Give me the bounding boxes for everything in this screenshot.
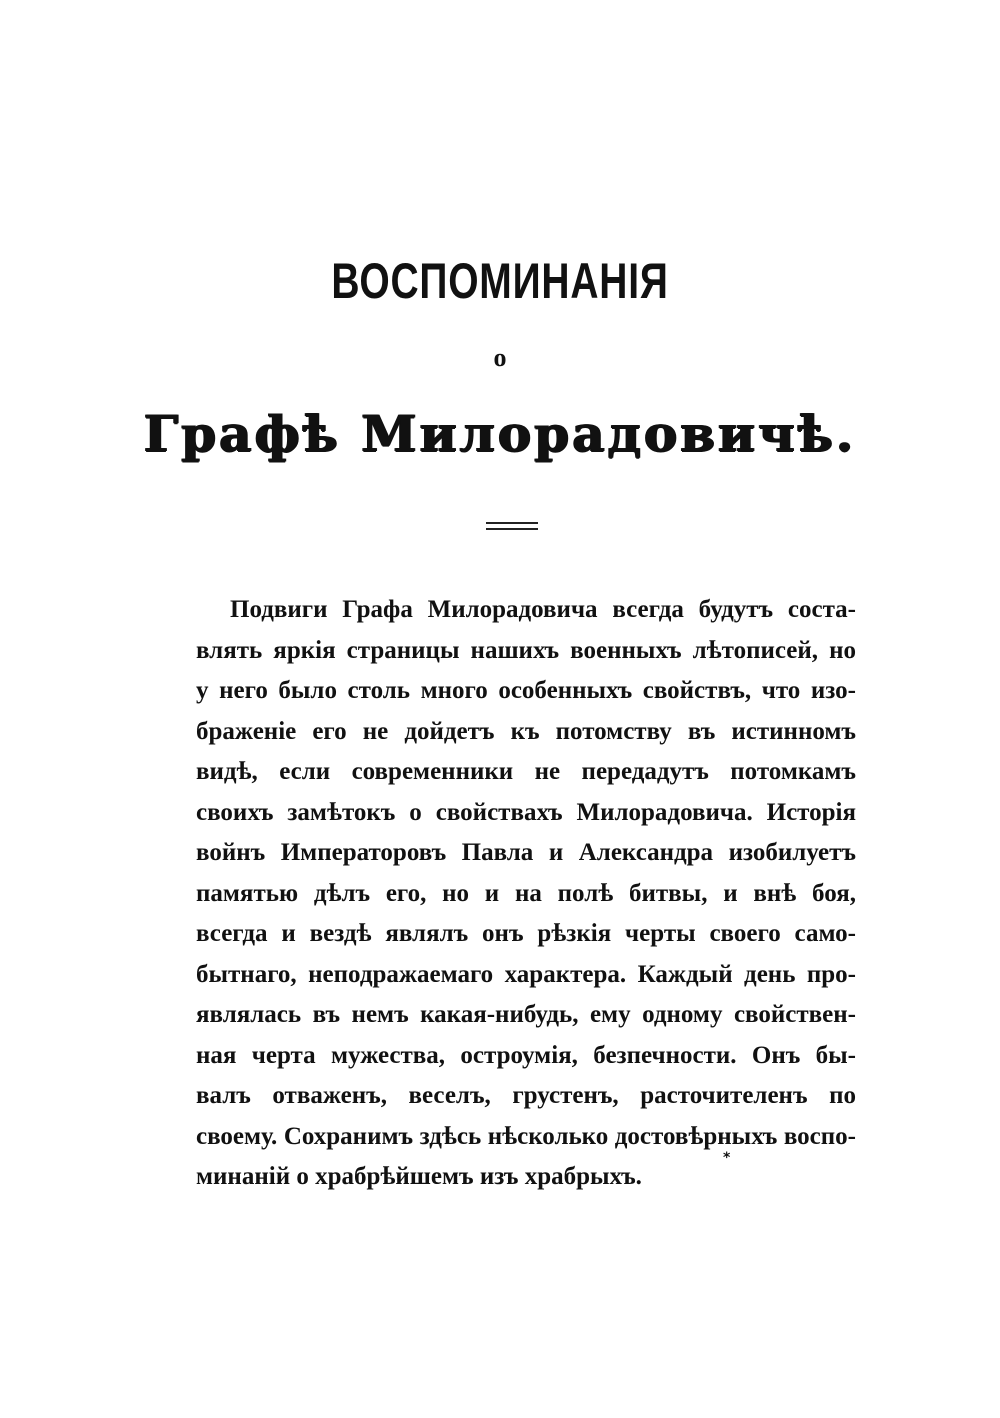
text-line: видѣ, если современники не передадутъ потомкамъ bbox=[196, 758, 856, 785]
text-line: ная черта мужества, остроумія, безпечности. Онъ бы- bbox=[196, 1041, 856, 1069]
text-line: у него было столь много особенныхъ свойствъ, что изо- bbox=[196, 677, 856, 704]
text-line: Подвиги Графа Милорадовича всегда будутъ соста- bbox=[230, 596, 856, 623]
text-line: минаній о храбрѣйшемъ изъ храбрыхъ. bbox=[196, 1163, 642, 1190]
footnote-mark: * bbox=[723, 1150, 731, 1166]
text-line: влять яркія страницы нашихъ военныхъ лѣтописей, но bbox=[196, 636, 856, 664]
text-line: своихъ замѣтокъ о свойствахъ Милорадовича. Исторія bbox=[196, 798, 856, 826]
text-line: памятью дѣлъ его, но и на полѣ битвы, и внѣ боя, bbox=[196, 879, 856, 907]
divider-rule-top bbox=[486, 522, 538, 524]
page-title: ВОСПОМИНАНІЯ bbox=[331, 253, 669, 309]
text-line: браженіе его не дойдетъ къ потомству въ истинномъ bbox=[196, 717, 856, 745]
text-line: войнъ Императоровъ Павла и Александра изобилуетъ bbox=[196, 839, 856, 866]
page-subtitle: Графѣ Милорадовичѣ. bbox=[143, 404, 857, 463]
body-paragraph bbox=[196, 590, 856, 1198]
text-line: бытнаго, неподражаемаго характера. Каждый день про- bbox=[196, 960, 856, 988]
divider-rule-bottom bbox=[486, 528, 538, 530]
text-line: своему. Сохранимъ здѣсь нѣсколько достовѣрныхъ воспо- bbox=[196, 1122, 856, 1150]
text-line: всегда и вездѣ являлъ онъ рѣзкія черты своего само- bbox=[196, 920, 856, 947]
title-conjunction: о bbox=[493, 343, 507, 372]
text-line: являлась въ немъ какая-нибудь, ему одному свойствен- bbox=[196, 1001, 856, 1028]
text-line: валъ отваженъ, веселъ, грустенъ, расточителенъ по bbox=[196, 1082, 856, 1109]
